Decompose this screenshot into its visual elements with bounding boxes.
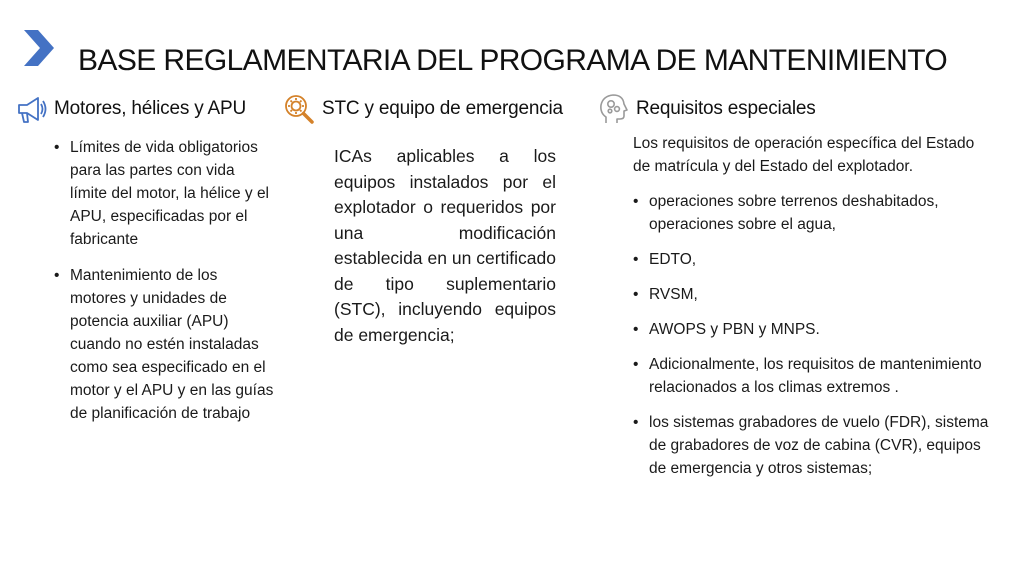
column-heading: Requisitos especiales: [636, 98, 816, 119]
list-item: • Mantenimiento de los motores y unidades de potencia auxiliar (APU) cuando no estén instaladas como sea especificado en el motor y el APU y en las guías de planificación de trabajo: [54, 264, 274, 425]
column-header-stc: [282, 92, 563, 126]
slide-title: BASE REGLAMENTARIA DEL PROGRAMA DE MANTENIMIENTO: [78, 44, 948, 77]
column-header-engines: [14, 92, 246, 126]
special-intro: Los requisitos de operación específica del Estado de matrícula y del Estado del explotador.: [633, 135, 975, 175]
list-item: • AWOPS y PBN y MNPS.: [633, 318, 993, 341]
chevron-right-icon: [22, 28, 56, 68]
megaphone-icon: [14, 92, 48, 126]
engines-bullet-list: [54, 136, 274, 438]
column-heading: STC y equipo de emergencia: [322, 98, 563, 119]
special-requirements-block: [633, 132, 993, 492]
list-item: • EDTO,: [633, 248, 993, 271]
list-item: • operaciones sobre terrenos deshabitados, operaciones sobre el agua,: [633, 190, 993, 236]
column-heading: Motores, hélices y APU: [54, 98, 247, 119]
list-item: • los sistemas grabadores de vuelo (FDR), sistema de grabadores de voz de cabina (CVR), equipos de emergencia y otros sistemas;: [633, 411, 993, 480]
head-gears-icon: [596, 92, 630, 126]
column-header-special: [596, 92, 816, 126]
list-item: • Límites de vida obligatorios para las partes con vida límite del motor, la hélice y el APU, especificadas por el fabricante: [54, 136, 274, 251]
list-item: • RVSM,: [633, 283, 993, 306]
special-bullet-list: [633, 190, 993, 480]
stc-paragraph: ICAs aplicables a los equipos instalados por el explotador o requeridos por una modificación establecida en un certificado de tipo suplementario (STC), incluyendo equipos de emergencia;: [334, 146, 556, 345]
magnifier-gear-icon: [282, 92, 316, 126]
list-item: • Adicionalmente, los requisitos de mantenimiento relacionados a los climas extremos .: [633, 353, 993, 399]
